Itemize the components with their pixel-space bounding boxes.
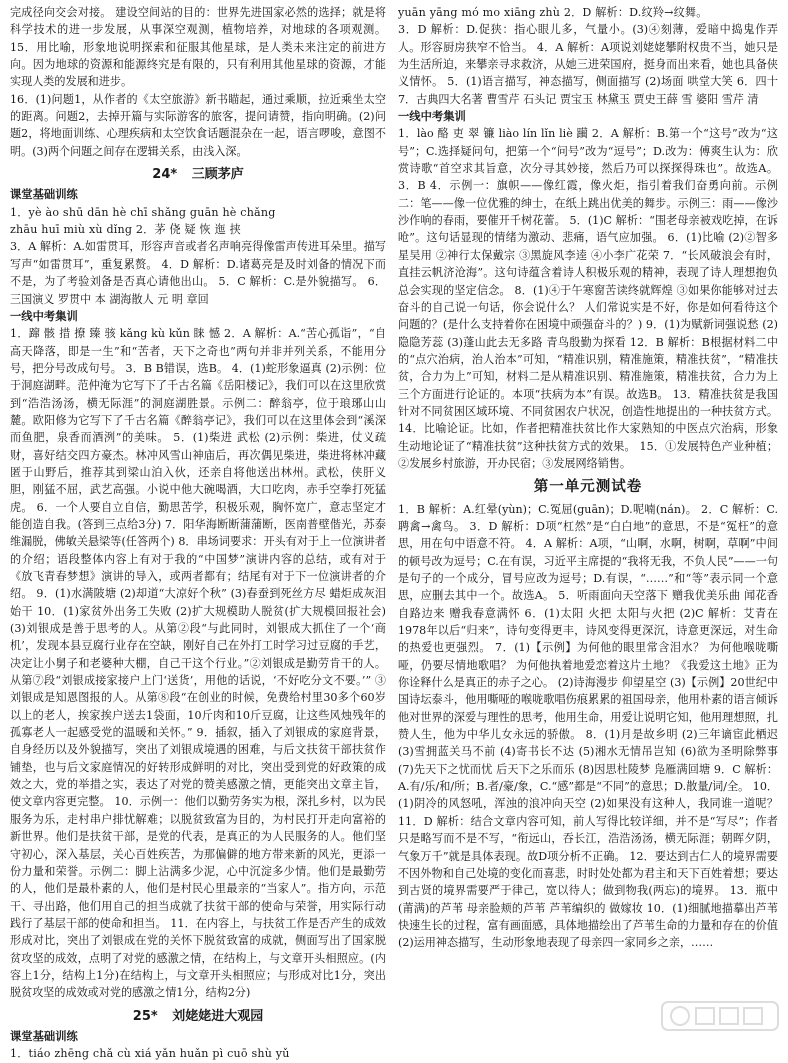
left-column [10, 4, 386, 1063]
right-paragraph-3: 1．lào 酪 吏 翠 镰 liào lín lǐn liè 躏 2．A 解析：B.第一个“这号”改为“这号”；C.选择疑问句，把第一个“问号”改为“逗号”；D.改为：傅爽生认为：欣赏诗歌“首空求其旨意，次分寻其妙接，然后乃可以探探得珠也”。故选A。 3．B 4．示例一：旗帜——像红霞，像火炬，指引着我们奋勇向前。示例二：笔——像一位优雅的绅士，在纸上跳出优美的舞步。示例三：雨——像沙沙作响的春雨，要催开千树花蕾。 5．(1)C 解析：“围老母亲被戏吃掉，在诉呛”。这句话显现的情绪为激动、悲痛，语气应加强。 6．(1)比喻 (2)②智多星吴用 ②神行太保戴宗 ③黑旋风李逵 ④小李广花荣 7．“长风破浪会有时，直挂云帆济沧海”。这句诗蕴含着诗人积极乐观的精神，表现了诗人理想抱负总会实现的坚定信念。 8．(1)④于午寒窗苦读终就辉煌 ③如果你能够对过去奋斗的自己说一句话，你会说什么？ 人们常说实是不好，你是如何看待这个问题的？(是什么支持着你在困境中顽强奋斗的？) 9．(1)为赋新词强说愁 (2)隐隐芳蕊 (3)蓬山此去无多路 青鸟殷勤为探看 12．B 解析：B根据材料二中的“点穴治病，治人治本”可知，“精准识别，精准施策，精准扶贫”，“精准扶贫，合力为上”可知，材料二是从精准识别、精准施策，精准扶贫，合力为上三个方面进行论证的。本项“扶病为本”有误。故选B。 13．精准扶贫是我国针对不同贫困区域环境、不同贫困农户状况，创造性地提出的一种扶贫方式。 14．比喻论证。比如，作者把精准扶贫比作大家熟知的中医点穴治病，形象生动地论证了“精准扶贫”这种扶贫方式的效果。 15．①发展特色产业种植；②发展乡村旅游，开办民宿；③发展网络销售。 [398, 127, 778, 470]
continuation-paragraph-1: 完成径向交会对接。 建设空间站的目的：世界先进国家必然的选择；就是将科学技术的进一步发展，从事深空观测，植物培养，对地球的各项观测。15．用比喻，形象地说明探索和征服其他星球，是人类未来注定的前进方向。因为地球的资源和能源终究是有限的，只有利用其他星球的资源，才能实现人类的发展和进步。 [10, 6, 386, 89]
section-basic-training-heading-2: 课堂基础训练 [10, 1029, 78, 1043]
lesson-25-number: 25* [132, 1008, 158, 1024]
lesson-24-heading [10, 166, 386, 183]
basic-training-answers: 3．A 解析：A.如雷贯耳，形容声音或者名声响亮得像雷声传进耳朵里。描写写声“如雷贯耳”，重复累赘。 4．D 解析：D.诸葛亮是及时刘备的情况下而不是，为了考验刘备是否真心请他出山。 5．C 解析：C.是外貌描写。 6．三国演义 罗贯中 本 湖海散人 元 明 章回 [10, 240, 386, 306]
unit-test-answers: 1．B 解析：A.红晕(yùn)；C.冤屈(guān)；D.呢喃(nán)。 2．C 解析：C.聘禽→禽鸟。 3．D 解析：D项“杠然”是“白白地”的意思，不是“冤枉”的意思，用在句中语意不符。 4．A 解析：A项，“山啊，水啊，树啊，草啊”中间的顿号改为逗号；C.在有误，习近平主席提的“我将无我，不负人民”——一句是句子的一个成分，冒号应改为逗号；D.有误，“……”和“等”表示同一个意思，应删去其中一个。故选A。 5．听雨面向天空落下 赠我优美乐曲 闻花香自路边来 赠我春意满怀 6．(1)太阳 火把 太阳与火把 (2)C 解析：艾青在1978年以后“归来”，诗句变得更丰，诗风变得更深沉，诗意更深远，对生命的热爱也更强烈。 7．(1)【示例】为何他的眼里常含泪水？ 为何他喉咙嘶哑，仍要尽情地歌唱？ 为何他执着地爱恋着这片土地？《我爱这土地》正为你诠释什么是真正的赤子之心。 (2)诗海漫步 仰望星空 (3)【示例】20世纪中国诗坛泰斗，他用嘶哑的喉咙歌唱伤痕累累的祖国母亲，他用朴素的语言倾诉他对世界的深爱与理性的思考，他用生命，用爱让说明它知，他用理想照，扎赞人生，他为中华儿女永远的骄傲。 8．(1)月是故乡明 (2)三年谪宦此栖迟 (3)雪拥蓝关马不前 (4)寄书长不达 (5)湘水无情吊岂知 (6)欲为圣明除弊事 (7)先天下之忧而忧 后天下之乐而乐 (8)因思杜陵梦 凫雁满回塘 9．C 解析：A.有/乐/和/所；B.者/豪/象，C.“感”都是“不同”的意思；D.散量/词/全。 10．(1)阴冷的风怒吼，浑浊的浪冲向天空 (2)如果没有这种人，我同谁一道呢？ 11．D 解析：结合文章内容可知，前人写得比较详细，并不是“写尽”；作者只是略写而不是不写，“衔远山，吞长江，浩浩汤汤，横无际涯；朝晖夕阴，气象万千”就是具体表现。故D项分析不正确。 12．要达到古仁人的境界需要不因外物和自己处境的变化而喜悲，时时处处都为君主和天下百姓着想；要达到古贤的境界需要严于律己，宽以待人；做到物我(两忘)的境界。 13．瓶中(莆满)的芦苇 母亲脸颊的芦苇 芦苇编织的 做嫁妆 10．(1)细腻地描摹出芦苇快速生长的过程，富有画面感，具体地描绘出了芦苇生命的力量和存在的价值 (2)运用神态描写，生动形象地表现了母亲四一家同乡之亲，…… [398, 502, 778, 950]
right-column [398, 4, 778, 952]
section-exam-training-heading: 一线中考集训 [10, 309, 78, 323]
section-basic-training-heading: 课堂基础训练 [10, 188, 78, 202]
continuation-paragraph-2: 16．(1)问题1，从作者的《太空旅游》新书瞄起，通过乘顺，拉近乘坐太空的距离。问题2，去掉开篇与实际游客的旅客，提问请赞，指向明确。(2)问题2，将地面训练、心理疾病和太空饮食话题混杂在一起，语言啰唆，意图不明。(3)两个问题之间存在逻辑关系，由浅入深。 [10, 92, 386, 158]
exam-training-answers: 1．蹿 骸 措 撩 臻 骇 kǎng kù kǔn 睐 憾 2．A 解析：A.“苦心孤诣”，“自高天降落，即是一生”和“苦者，天下之奇也”两句并非并列关系，不能用分号，把分号改成句号。 3．B B错误，选B。 4．(1)蛇形象逼真 (2)示例：位于洞庭湖畔。范仲淹为它写下了千古名篇《岳阳楼记》，我们可以在这里欣赏到“浩浩汤汤，横无际涯”的洞庭湖胜景。示例二：醉翁亭，位于琅琊山山麓。欧阳修为它写下了千古名篇《醉翁亭记》，我们可以在这里体会到“溪深而鱼肥，泉香而酒洌”的美味。 5．(1)柴进 武松 (2)示例：柴进，仗义疏财，喜好结交四方豪杰。林冲风雪山神庙后，再次偶见柴进，柴进将林冲藏匿于山野后，推荐其到梁山泊入伙，还亲自将他送出林州。武松，侠肝义胆，刚猛不屈，武艺高强。小说中他大碗喝酒，大口吃肉，赤手空拳打死猛虎。 6．一个人要自立自信，勤思苦学，积极乐观，胸怀宽广，意志坚定才能创造自我。(答到三点给3分) 7．阳华海断断蒲蒲断，医南普壁偕光，苏泰维漏脱，佛敏关悬梁等(任答两个) 8．串场词要求：开头有对于上一位演讲者的介绍；语段整体内容上有对于我的“中国梦”演讲内容的总结，或有对于《放飞青春梦想》演讲的导入，或两者都有；结尾有对于下一位演讲者的介绍。 9．(1)水满陂塘 (2)却道“大凉好个秋” (3)春蚕到死丝方尽 蜡炬成灰泪始干 10．(1)家贫外出务工失败 (2)扩大规模助人脱贫(扩大规模回报社会) (3)刘银成是善于思考的人。从第②段“与此同时，刘银成大抓住了一个‘商机’，发现本县豆腐行业存在空缺，刚好自己在外打工时学习过豆腐的手艺，决定让小舅子和老婆种大棚，自己干这个行业。”②刘银成是勤劳肯干的人。从第⑦段“刘银成接家接户上门‘送货’，用他的话说，‘不好吃分文不要。’” ③刘银成是知恩图报的人。从第⑧段“在创业的时候，免费给村里30多个60岁以上的老人，挨家挨户送去1袋面，10斤肉和10斤豆腐，让这些风烛残年的孤寡老人一起感受党的温暖和关怀。” 9．插叙，插入了刘银成的家庭背景，自身经历以及外貌描写，突出了刘银成境遇的困难，与后文扶贫干部扶贫作铺垫，也与后文家庭情况的好转形成鲜明的对比，突出受到党的好政策的成效之大，党的举措之实，表达了对党的赞美感激之情，更能突出文章主旨，使文章内容更完整。 10．示例一：他们以勤劳务实为根，深扎乡村，以为民服务为乐，走村串户排忧解难；以脱贫致富为目的，为村民打开走向富裕的新世界。他们是扶贫干部，是党的代表，是真正的为人民服务的人。他们坚守初心，深入基层，关心百姓疾苦，为那偏僻的地方带来新的风光，更添一份力量和荣誉。示例二：脚上沾满多少泥，心中沉淀多少情。他们是最勤劳的人，他们是最朴素的人，他们是村民心里最亲的“当家人”。指方向，示范干、寻出路，他们用自己的担当成就了扶贫干部的使命与荣誉，用实际行动践行了基层干部的使命和担当。 11．在内容上，与扶贫工作是否产生的成效形成对比，突出了刘银成在党的关怀下脱贫致富的成就，侧面写出了国家脱贫攻坚的成效，点明了对党的感激之情，在结构上，与文章开头相照应。(内容上1分，结构上1分)在结构上，与文章开头相照应；与形成对比1分，突出脱贫攻坚的成效或对党的感激之情1分，结构2分) [10, 327, 386, 1000]
lesson-24-title: 三顾茅庐 [191, 167, 244, 183]
section-exam-training-heading-right: 一线中考集训 [398, 110, 466, 124]
unit-test-title: 第一单元测试卷 [533, 479, 643, 496]
lesson-24-number: 24* [152, 167, 178, 183]
pinyin-line-1: 1．yè ào shū dān hè chī shǎng guān hè chǎng [10, 205, 276, 219]
lesson-25-title: 刘姥姥进大观园 [172, 1008, 264, 1024]
pinyin-line-2: zhāu huī miù xù dǐng 2．茅 侥 疑 恢 迤 挟 [10, 223, 241, 237]
lesson-25-heading [10, 1008, 386, 1025]
right-paragraph-1: yuān yāng mó mo xiāng zhù 2．D 解析：D.纹羚→纹舞。 [398, 6, 708, 19]
watermark-logo [660, 996, 780, 1036]
right-paragraph-2: 3．D 解析：D.促狭：指心眼儿多，气量小。(3)④刻薄，爱暗中捣鬼作弄人。形容厨房狭窄不恰当。 4．A 解析：A项说刘姥姥攀附权贵不当，她只是为生活所迫，来攀亲寻求救济，从她三进荣国府，挺身而出来看，她也具备侠义情怀。 5．(1)语言描写，神态描写，侧面描写 (2)场面 哄堂大笑 6．四十 7．古典四大名著 曹雪芹 石头记 贾宝玉 林黛玉 贾史王薛 雪 婆阳 雪芹 清 [398, 23, 778, 106]
watermark-logo-icon [660, 996, 780, 1036]
pinyin-line-3: 1．tiáo zhēng chǎ cù xiá yǎn huǎn pì cuō shù yǔ [10, 1047, 290, 1061]
